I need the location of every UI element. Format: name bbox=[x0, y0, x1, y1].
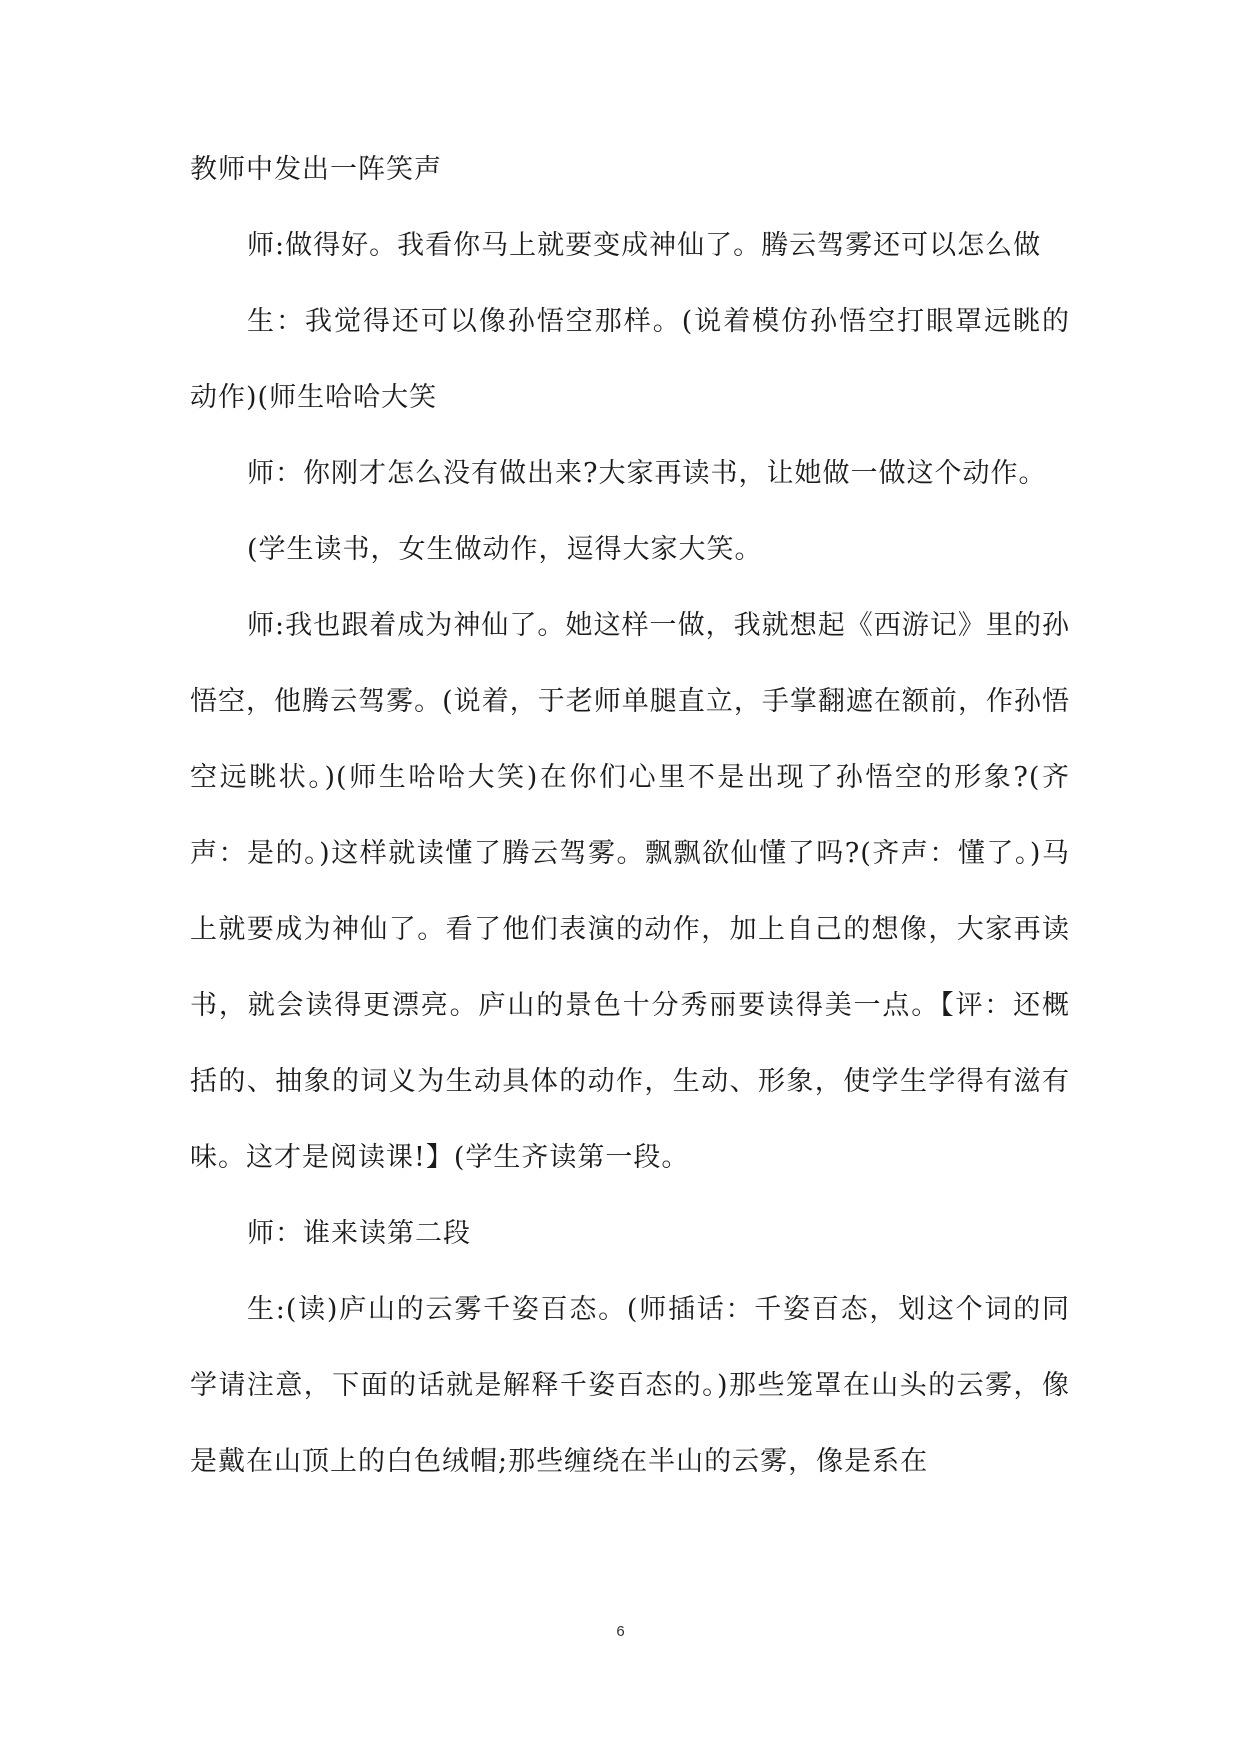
paragraph-5: (学生读书，女生做动作，逗得大家大笑。 bbox=[247, 534, 763, 565]
paragraph-8: 生:(读)庐山的云雾千姿百态。(师插话：千姿百态，划这个词的同学请注意，下面的话就是解释千姿百态的。)那些笼罩在山头的云雾，像是戴在山顶上的白色绒帽;那些缠绕在半山的云雾，像是系在 bbox=[190, 1294, 1070, 1477]
body-text bbox=[190, 132, 1070, 1500]
paragraph-7: 师：谁来读第二段 bbox=[247, 1218, 471, 1249]
paragraph-6: 师:我也跟着成为神仙了。她这样一做，我就想起《西游记》里的孙悟空，他腾云驾雾。(说着，于老师单腿直立，手掌翻遮在额前，作孙悟空远眺状。)(师生哈哈大笑)在你们心里不是出现了孙悟空的形象?(齐声：是的。)这样就读懂了腾云驾雾。飘飘欲仙懂了吗?(齐声：懂了。)马上就要成为神仙了。看了他们表演的动作，加上自己的想像，大家再读书，就会读得更漂亮。庐山的景色十分秀丽要读得美一点。【评：还概括的、抽象的词义为生动具体的动作，生动、形象，使学生学得有滋有味。这才是阅读课!】(学生齐读第一段。 bbox=[190, 610, 1070, 1173]
paragraph-3: 生：我觉得还可以像孙悟空那样。(说着模仿孙悟空打眼罩远眺的动作)(师生哈哈大笑 bbox=[190, 306, 1070, 413]
paragraph-2: 师:做得好。我看你马上就要变成神仙了。腾云驾雾还可以怎么做 bbox=[247, 230, 1042, 261]
paragraph-1: 教师中发出一阵笑声 bbox=[190, 154, 442, 185]
paragraph-4: 师：你刚才怎么没有做出来?大家再读书，让她做一做这个动作。 bbox=[247, 458, 1047, 489]
page-number: 6 bbox=[616, 1623, 625, 1640]
